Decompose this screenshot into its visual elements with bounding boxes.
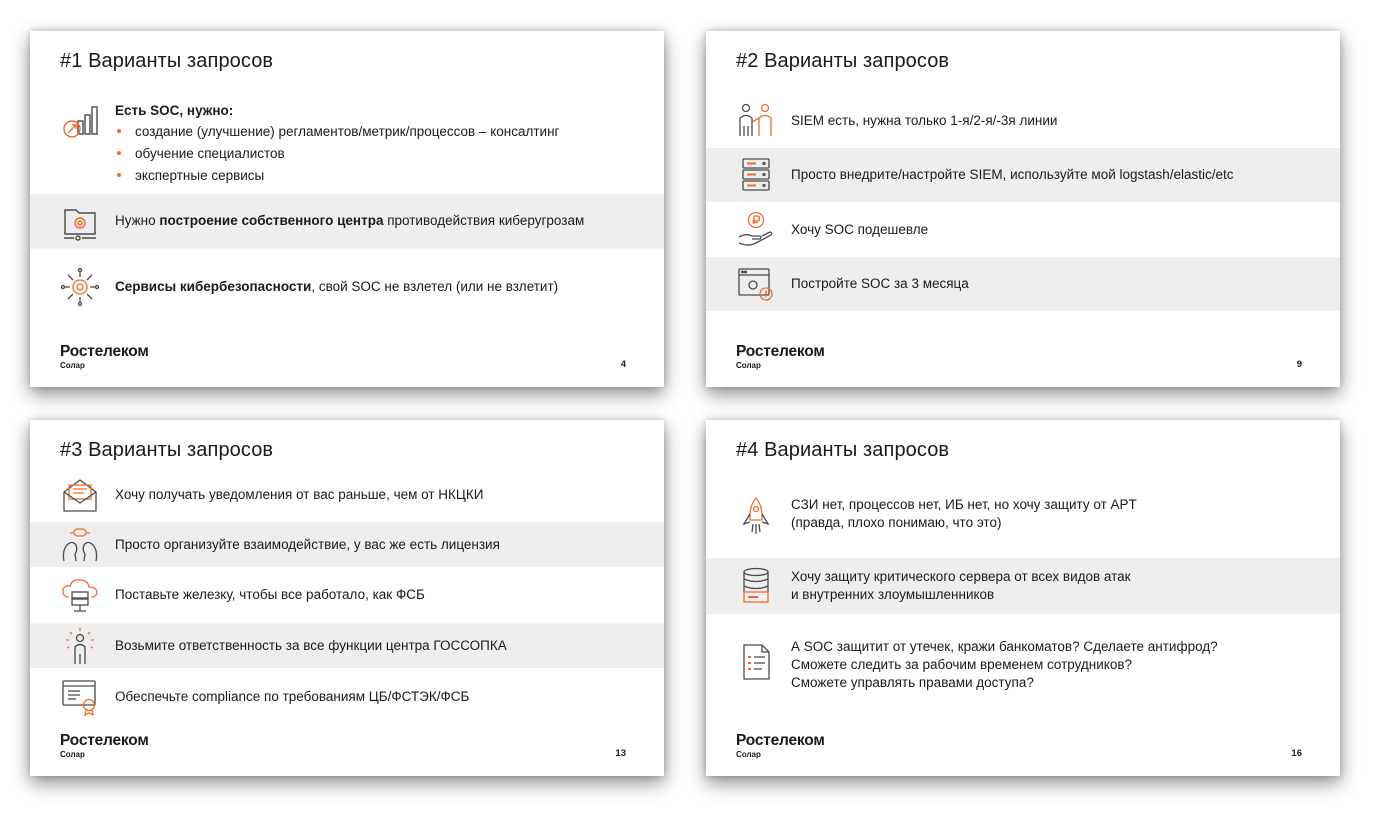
folder-gear-icon [60,202,100,242]
slide-3 [30,420,664,776]
slide-2 [706,31,1340,387]
request-text [791,568,1131,604]
text-line: Сможете следить за рабочим временем сотрудников? [791,657,1133,672]
request-text: Просто организуйте взаимодействие, у вас же есть лицензия [115,537,500,552]
rocket-icon [736,496,776,536]
request-row [30,623,664,668]
coin-hand-icon [736,209,776,249]
request-text: SIEM есть, нужна только 1-я/2-я/-3я линии [791,113,1058,128]
cloud-server-icon [60,575,100,615]
brand-logo [736,343,825,370]
brand-logo [60,732,149,759]
slide-4 [706,420,1340,776]
slide-title: #3 Варианты запросов [60,439,274,461]
request-row [30,97,664,193]
text-line: А SOC защитит от утечек, кражи банкоматов? Сделаете антифрод? [791,639,1218,654]
text-bold: построение собственного центра [159,213,384,228]
request-row [706,634,1340,694]
brand-logo [60,343,149,370]
slide-1 [30,31,664,387]
database-icon [736,566,776,606]
brand-logo [736,732,825,759]
bullet-item: экспертные сервисы [115,165,559,187]
request-row [706,93,1340,147]
request-row [706,257,1340,311]
browser-warning-icon [736,264,776,304]
bullet-item: создание (улучшение) регламентов/метрик/процессов – консалтинг [115,121,559,143]
request-text: Просто внедрите/настройте SIEM, используйте мой logstash/elastic/etc [791,167,1234,182]
logo-name: Ростелеком [60,343,149,360]
monitor-certificate-icon [60,677,100,717]
document-list-icon [736,642,776,682]
request-text [791,496,1137,532]
request-row [30,263,664,311]
slide-title: #1 Варианты запросов [60,50,274,72]
request-row [706,148,1340,202]
logo-sub: Солар [60,361,85,370]
request-text: Хочу SOC подешевле [791,222,929,237]
logo-sub: Солар [736,361,761,370]
request-row [706,558,1340,614]
text-line: Сможете управлять правами доступа? [791,675,1034,690]
page-number: 4 [620,359,626,370]
request-row [30,522,664,567]
page-number: 9 [1296,359,1302,370]
text-line: и внутренних злоумышленников [791,587,995,602]
request-heading: Есть SOC, нужно: [115,103,234,118]
request-text [115,278,558,296]
request-row [30,672,664,722]
slide-title: #4 Варианты запросов [736,439,950,461]
text-bold: Сервисы кибербезопасности [115,279,312,294]
server-rack-icon [736,155,776,195]
request-text [115,102,559,187]
logo-name: Ростелеком [736,732,825,749]
request-row [30,194,664,249]
bullet-item: обучение специалистов [115,143,559,165]
chart-growth-icon [60,101,100,141]
bullet-list [115,121,559,187]
heads-exchange-icon [60,525,100,565]
request-row [706,484,1340,556]
logo-name: Ростелеком [60,732,149,749]
request-text: Обеспечьте compliance по требованиям ЦБ/ФСТЭК/ФСБ [115,689,470,704]
request-row [30,569,664,623]
text-normal: противодействия киберугрозам [383,213,585,228]
request-text: Поставьте железку, чтобы все работало, как ФСБ [115,587,425,602]
text-line: Хочу защиту критического сервера от всех видов атак [791,569,1131,584]
request-row [30,474,664,521]
text-line: (правда, плохо понимаю, что это) [791,515,1002,530]
request-text [791,638,1218,692]
logo-sub: Солар [736,750,761,759]
text-line: СЗИ нет, процессов нет, ИБ нет, но хочу защиту от APT [791,497,1137,512]
request-text [115,212,584,230]
logo-sub: Солар [60,750,85,759]
request-text: Возьмите ответственность за все функции центра ГОССОПКА [115,638,507,653]
people-presentation-icon [736,100,776,140]
text-normal: , свой SOC не взлетел (или не взлетит) [311,279,559,294]
logo-name: Ростелеком [736,343,825,360]
request-row [706,203,1340,257]
slide-title: #2 Варианты запросов [736,50,950,72]
request-text: Хочу получать уведомления от вас раньше, чем от НКЦКИ [115,487,484,502]
request-text: Постройте SOC за 3 месяца [791,276,969,291]
page-number: 16 [1291,748,1302,759]
envelope-icon [60,476,100,516]
person-spotlight-icon [60,626,100,666]
page-number: 13 [615,748,626,759]
network-gear-icon [60,267,100,307]
text-normal: Нужно [115,213,160,228]
